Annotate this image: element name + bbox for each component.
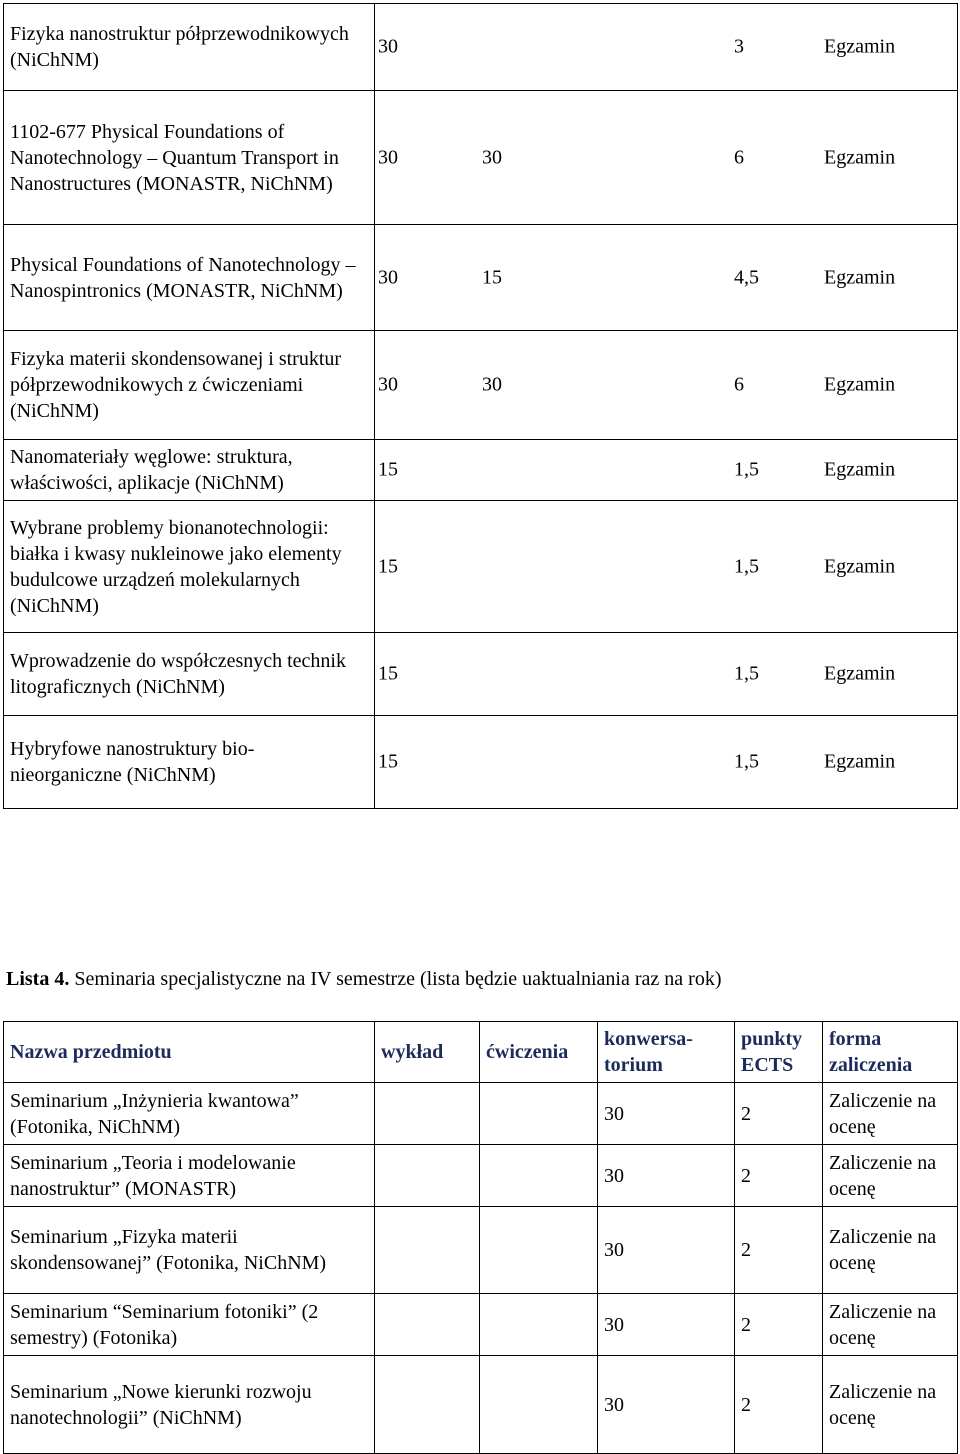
- credit-form: Zaliczenie na ocenę: [823, 1207, 958, 1294]
- exam-form: Egzamin: [824, 35, 896, 58]
- course-values: [375, 440, 958, 501]
- ects-points: 2: [735, 1294, 823, 1356]
- course-values: [375, 91, 958, 225]
- header-form: forma zaliczenia: [823, 1022, 958, 1083]
- lecture-hours: 30: [378, 266, 398, 288]
- course-values: [375, 716, 958, 809]
- course-values: [375, 501, 958, 633]
- exam-form: Egzamin: [824, 266, 896, 288]
- lecture-cell: [375, 1356, 480, 1454]
- exercise-hours: 30: [482, 146, 502, 168]
- seminar-name: Seminarium “Seminarium fotoniki” (2 semestry) (Fotonika): [4, 1294, 375, 1356]
- list-heading: [6, 968, 721, 991]
- course-name: 1102-677 Physical Foundations of Nanotechnology – Quantum Transport in Nanostructures (MONASTR, NiChNM): [4, 91, 375, 225]
- table-row: [4, 1083, 958, 1145]
- exam-form: Egzamin: [824, 373, 896, 396]
- lecture-cell: [375, 1294, 480, 1356]
- conversatorium-hours: 30: [598, 1083, 735, 1145]
- lecture-hours: 30: [378, 373, 398, 396]
- credit-form: Zaliczenie na ocenę: [823, 1294, 958, 1356]
- list-description: Seminaria specjalistyczne na IV semestrze (lista będzie uaktualniania raz na rok): [69, 968, 722, 990]
- lecture-hours: 15: [378, 555, 398, 577]
- lecture-hours: 30: [378, 35, 398, 58]
- ects-points: 6: [734, 146, 744, 168]
- course-name: Hybryfowe nanostruktury bio-nieorganiczne (NiChNM): [4, 716, 375, 809]
- exercises-cell: [480, 1356, 598, 1454]
- conversatorium-hours: 30: [598, 1294, 735, 1356]
- conversatorium-hours: 30: [598, 1145, 735, 1207]
- course-name: Fizyka nanostruktur półprzewodnikowych (NiChNM): [4, 4, 375, 91]
- table-row: [4, 633, 958, 716]
- header-lecture: wykład: [375, 1022, 480, 1083]
- credit-form: Zaliczenie na ocenę: [823, 1145, 958, 1207]
- header-name: Nazwa przedmiotu: [4, 1022, 375, 1083]
- exam-form: Egzamin: [824, 555, 896, 577]
- ects-points: 3: [734, 35, 744, 58]
- lecture-hours: 15: [378, 458, 398, 481]
- conversatorium-hours: 30: [598, 1207, 735, 1294]
- ects-points: 1,5: [734, 555, 759, 577]
- table-row: [4, 331, 958, 440]
- courses-table: [3, 3, 958, 809]
- seminar-name: Seminarium „Nowe kierunki rozwoju nanotechnologii” (NiChNM): [4, 1356, 375, 1454]
- lecture-hours: 15: [378, 750, 398, 773]
- conversatorium-hours: 30: [598, 1356, 735, 1454]
- course-values: [375, 4, 958, 91]
- list-label: Lista 4.: [6, 968, 70, 990]
- seminar-name: Seminarium „Fizyka materii skondensowanej” (Fotonika, NiChNM): [4, 1207, 375, 1294]
- lecture-hours: 30: [378, 146, 398, 168]
- ects-points: 2: [735, 1207, 823, 1294]
- table-row: [4, 501, 958, 633]
- lecture-cell: [375, 1083, 480, 1145]
- table-row: [4, 1356, 958, 1454]
- table-row: [4, 716, 958, 809]
- table-row: [4, 225, 958, 331]
- ects-points: 1,5: [734, 750, 759, 773]
- ects-points: 4,5: [734, 266, 759, 288]
- ects-points: 6: [734, 373, 744, 396]
- lecture-cell: [375, 1207, 480, 1294]
- ects-points: 1,5: [734, 662, 759, 685]
- credit-form: Zaliczenie na ocenę: [823, 1356, 958, 1454]
- exam-form: Egzamin: [824, 662, 896, 685]
- seminar-name: Seminarium „Teoria i modelowanie nanostruktur” (MONASTR): [4, 1145, 375, 1207]
- course-values: [375, 331, 958, 440]
- table-row: [4, 1294, 958, 1356]
- exam-form: Egzamin: [824, 458, 896, 481]
- table-row: [4, 1207, 958, 1294]
- exam-form: Egzamin: [824, 146, 896, 168]
- seminars-table: [3, 1021, 958, 1454]
- exercises-cell: [480, 1207, 598, 1294]
- exercises-cell: [480, 1083, 598, 1145]
- seminar-name: Seminarium „Inżynieria kwantowa” (Fotonika, NiChNM): [4, 1083, 375, 1145]
- table-row: [4, 1145, 958, 1207]
- header-exercises: ćwiczenia: [480, 1022, 598, 1083]
- header-conversatorium: konwersa-torium: [598, 1022, 735, 1083]
- ects-points: 1,5: [734, 458, 759, 481]
- ects-points: 2: [735, 1083, 823, 1145]
- exam-form: Egzamin: [824, 750, 896, 773]
- exercise-hours: 30: [482, 373, 502, 396]
- lecture-cell: [375, 1145, 480, 1207]
- course-name: Physical Foundations of Nanotechnology – Nanospintronics (MONASTR, NiChNM): [4, 225, 375, 331]
- table-row: [4, 91, 958, 225]
- header-ects: punkty ECTS: [735, 1022, 823, 1083]
- course-values: [375, 633, 958, 716]
- ects-points: 2: [735, 1145, 823, 1207]
- lecture-hours: 15: [378, 662, 398, 685]
- course-name: Nanomateriały węglowe: struktura, właściwości, aplikacje (NiChNM): [4, 440, 375, 501]
- table-header-row: [4, 1022, 958, 1083]
- course-name: Fizyka materii skondensowanej i struktur półprzewodnikowych z ćwiczeniami (NiChNM): [4, 331, 375, 440]
- exercise-hours: 15: [482, 266, 502, 288]
- table-row: [4, 440, 958, 501]
- ects-points: 2: [735, 1356, 823, 1454]
- table-row: [4, 4, 958, 91]
- exercises-cell: [480, 1145, 598, 1207]
- credit-form: Zaliczenie na ocenę: [823, 1083, 958, 1145]
- exercises-cell: [480, 1294, 598, 1356]
- course-values: [375, 225, 958, 331]
- course-name: Wprowadzenie do współczesnych technik litograficznych (NiChNM): [4, 633, 375, 716]
- course-name: Wybrane problemy bionanotechnologii: białka i kwasy nukleinowe jako elementy budulcowe urządzeń molekularnych (NiChNM): [4, 501, 375, 633]
